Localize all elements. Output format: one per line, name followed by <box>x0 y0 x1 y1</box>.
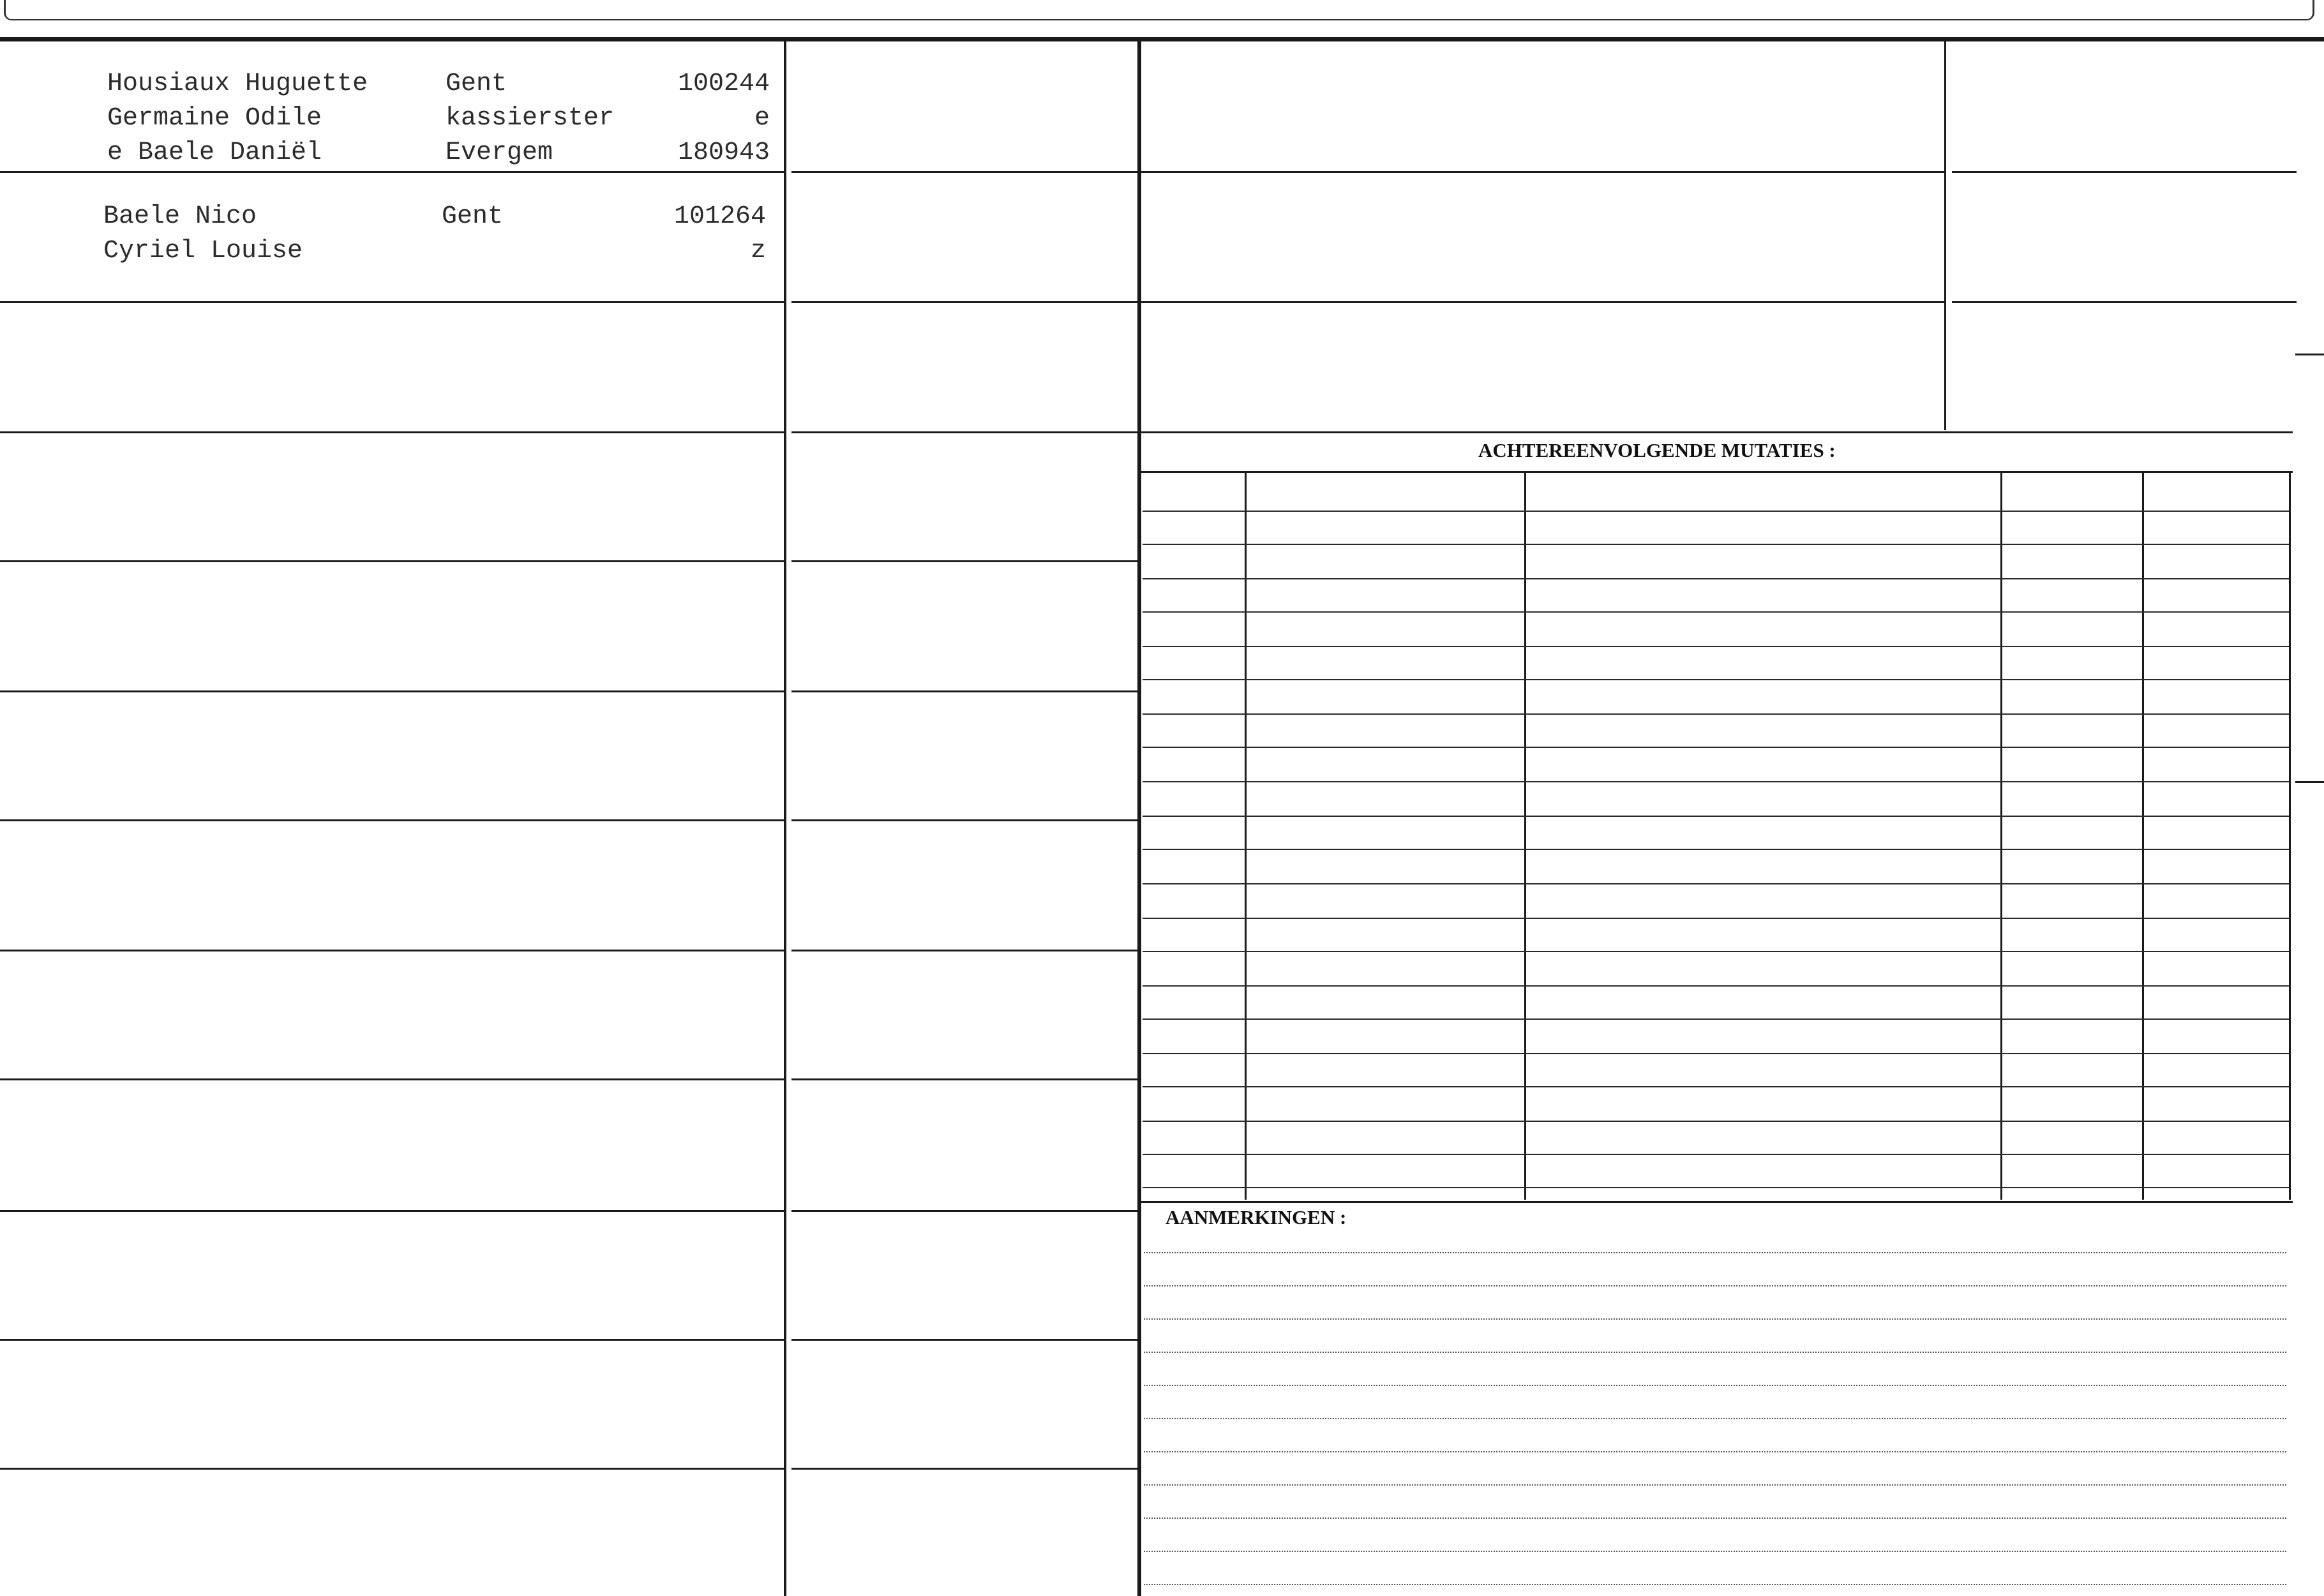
card-top-edge <box>4 0 2314 20</box>
row-separator <box>791 171 1139 173</box>
mutations-column-divider <box>1245 472 1247 1200</box>
registry-number-line: 100244 <box>677 70 770 98</box>
upper-row-separator <box>1952 171 2297 173</box>
row-separator <box>791 301 1139 303</box>
mutations-column-divider <box>1524 472 1526 1200</box>
registry-number-line: z <box>750 237 766 265</box>
row-separator <box>0 301 784 303</box>
place-line: Gent <box>446 70 507 98</box>
row-separator <box>0 1210 784 1212</box>
register-column-divider-2 <box>1137 40 1141 1596</box>
row-separator <box>791 1078 1139 1080</box>
mutations-heading: ACHTEREENVOLGENDE MUTATIES : <box>1478 439 1836 461</box>
person-name-line: Germaine Odile <box>107 104 322 133</box>
upper-row-separator <box>1141 171 1945 173</box>
person-name-line: Cyriel Louise <box>103 237 303 265</box>
registry-number-line: 180943 <box>677 138 770 167</box>
remarks-heading: AANMERKINGEN : <box>1166 1206 1347 1228</box>
row-separator <box>0 690 784 692</box>
occupation-line: kassierster <box>446 104 615 133</box>
upper-block-divider <box>1944 40 1946 430</box>
upper-row-separator <box>1141 301 1945 303</box>
row-separator <box>791 1210 1139 1212</box>
row-separator <box>791 1339 1139 1341</box>
row-separator <box>0 1468 784 1470</box>
row-separator <box>791 560 1139 562</box>
place-line: Evergem <box>446 138 553 167</box>
top-rule <box>0 37 2324 41</box>
person-name-line: e Baele Daniël <box>107 138 322 167</box>
margin-tick <box>2295 781 2324 783</box>
place-line: Gent <box>442 202 504 231</box>
mutations-top-rule <box>1139 431 2293 433</box>
mutations-column-divider <box>2000 472 2002 1200</box>
row-separator <box>0 1339 784 1341</box>
row-separator <box>0 171 784 173</box>
mutations-column-divider <box>2142 472 2144 1200</box>
registry-number-line: e <box>754 104 770 133</box>
row-separator <box>791 690 1139 692</box>
row-separator <box>791 431 1139 433</box>
row-separator <box>791 819 1139 821</box>
person-name-line: Baele Nico <box>103 202 257 231</box>
mutations-header-rule <box>1139 471 2293 473</box>
row-separator <box>0 560 784 562</box>
registry-number-line: 101264 <box>673 202 766 231</box>
row-separator <box>791 950 1139 951</box>
mutations-column-divider <box>2289 472 2291 1200</box>
margin-tick <box>2295 354 2324 355</box>
row-separator <box>0 431 784 433</box>
register-column-divider-1 <box>784 40 786 1596</box>
remarks-top-rule <box>1139 1201 2293 1203</box>
row-separator <box>0 819 784 821</box>
upper-row-separator <box>1952 301 2297 303</box>
person-name-line: Housiaux Huguette <box>107 70 368 98</box>
row-separator <box>0 950 784 951</box>
row-separator <box>0 1078 784 1080</box>
row-separator <box>791 1468 1139 1470</box>
